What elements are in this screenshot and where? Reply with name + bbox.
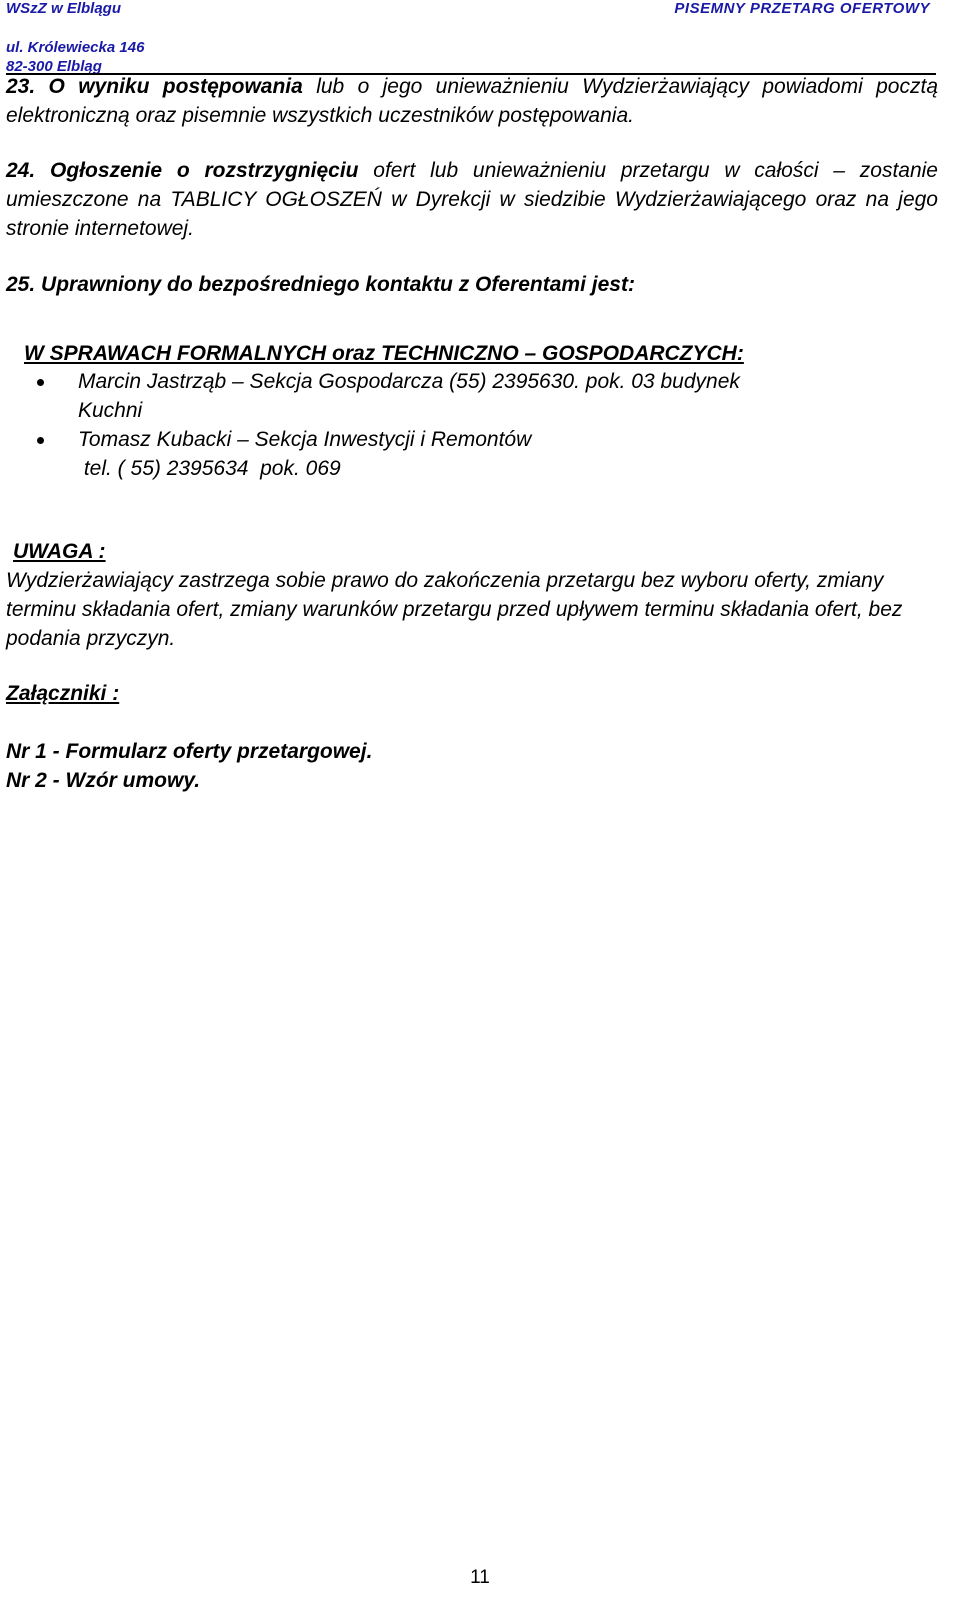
contact-line: Marcin Jastrząb – Sekcja Gospodarcza (55) 2395630. pok. 03 budynek [78, 370, 740, 393]
notice-heading [6, 537, 938, 566]
section-23-lead: 23. O wyniku postępowania [6, 75, 303, 98]
header-street: ul. Królewiecka 146 [6, 39, 145, 56]
section-25-heading: 25. Uprawniony do bezpośredniego kontaktu z Oferentami jest: [6, 273, 635, 296]
notice-heading-text: UWAGA : [13, 540, 106, 563]
header-address [6, 38, 144, 76]
section-25-subheading-text: W SPRAWACH FORMALNYCH oraz TECHNICZNO – GOSPODARCZYCH: [24, 342, 744, 365]
section-23 [6, 72, 938, 130]
attachments-heading: Załączniki : [6, 682, 120, 705]
section-24-lead: 24. Ogłoszenie o rozstrzygnięciu [6, 159, 359, 182]
bullet-icon [37, 379, 44, 386]
header-document-type: PISEMNY PRZETARG OFERTOWY [674, 0, 930, 17]
section-23-text: lub o jego unieważnieniu Wydzierżawiający powiadomi pocztą elektroniczną oraz pisemnie wszystkich uczestników postępowania. [6, 75, 938, 127]
notice-text: Wydzierżawiający zastrzega sobie prawo do zakończenia przetargu bez wyboru oferty, zmiany terminu składania ofert, zmiany warunków przetargu przed upływem terminu składania ofert, bez podania przyczyn. [6, 569, 903, 650]
contact-line: Tomasz Kubacki – Sekcja Inwestycji i Remontów [78, 428, 532, 451]
attachment-item: Nr 2 - Wzór umowy. [6, 769, 201, 792]
contact-line: tel. ( 55) 2395634 pok. 069 [78, 457, 341, 480]
section-24-text: ofert lub unieważnieniu przetargu w całości – zostanie umieszczone na TABLICY OGŁOSZEŃ w Dyrekcji w siedzibie Wydzierżawiającego oraz na jego stronie internetowej. [6, 159, 938, 240]
section-25-subheading [6, 339, 938, 368]
section-24 [6, 156, 938, 243]
page-number: 11 [470, 1567, 490, 1588]
contact-line: Kuchni [78, 399, 143, 422]
contact-item [6, 425, 938, 483]
header-organization: WSzZ w Elblągu [6, 0, 121, 17]
contact-item [6, 367, 938, 425]
bullet-icon [37, 437, 44, 444]
header-city: 82-300 Elbląg [6, 58, 102, 75]
attachment-item: Nr 1 - Formularz oferty przetargowej. [6, 740, 373, 763]
